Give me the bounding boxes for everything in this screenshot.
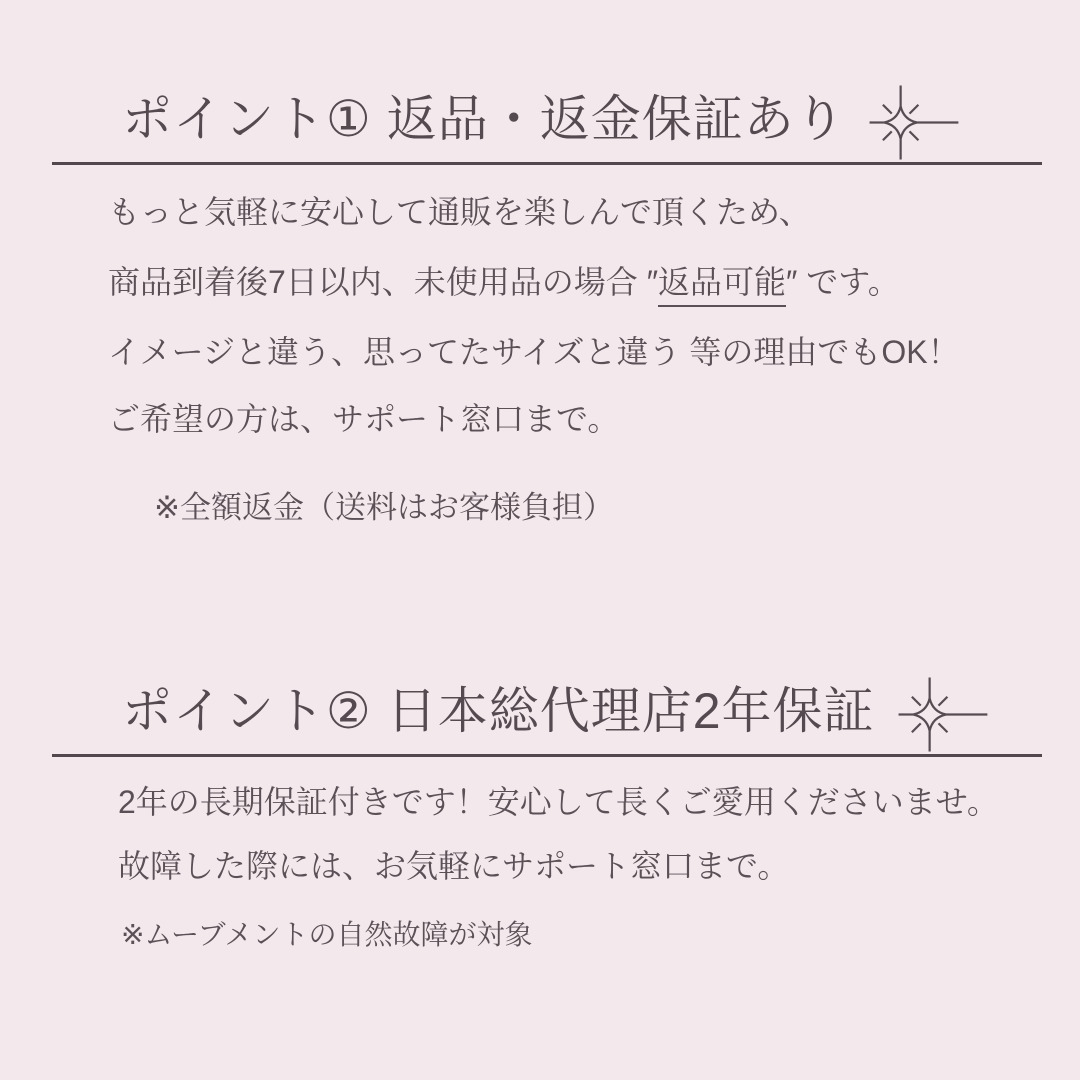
point-1-text-line [108,260,900,304]
sparkle-icon [862,84,960,161]
sparkle-icon [891,676,989,753]
point-1-heading [122,76,960,161]
point-1-note: ※全額返金（送料はお客様負担） [154,490,614,525]
point-2-heading [122,668,989,753]
section-divider [52,162,1042,165]
point-2-note: ※ムーブメントの自然故障が対象 [121,919,533,950]
point-1-text-line: ご希望の方は、サポート窓口まで。 [108,401,620,437]
point-2-text-line: 2年の長期保証付きです！安心して長くご愛用くださいませ。 [118,784,999,820]
return-policy-prefix: 商品到着後7日以内、未使用品の場合 ″ [108,264,659,300]
point-2-heading-text: ポイント② 日本総代理店2年保証 [122,682,875,739]
point-2-text-line: 故障した際には、お気軽にサポート窓口まで。 [118,848,790,884]
return-policy-suffix: ″ です。 [786,264,900,300]
point-1-heading-text: ポイント① 返品・返金保証あり [122,90,846,147]
return-policy-underlined: 返品可能 [658,264,786,307]
section-divider [52,754,1042,757]
point-1-text-line: もっと気軽に安心して通販を楽しんで頂くため、 [108,194,811,230]
point-1-text-line: イメージと違う、思ってたサイズと違う 等の理由でもOK！ [108,334,960,370]
